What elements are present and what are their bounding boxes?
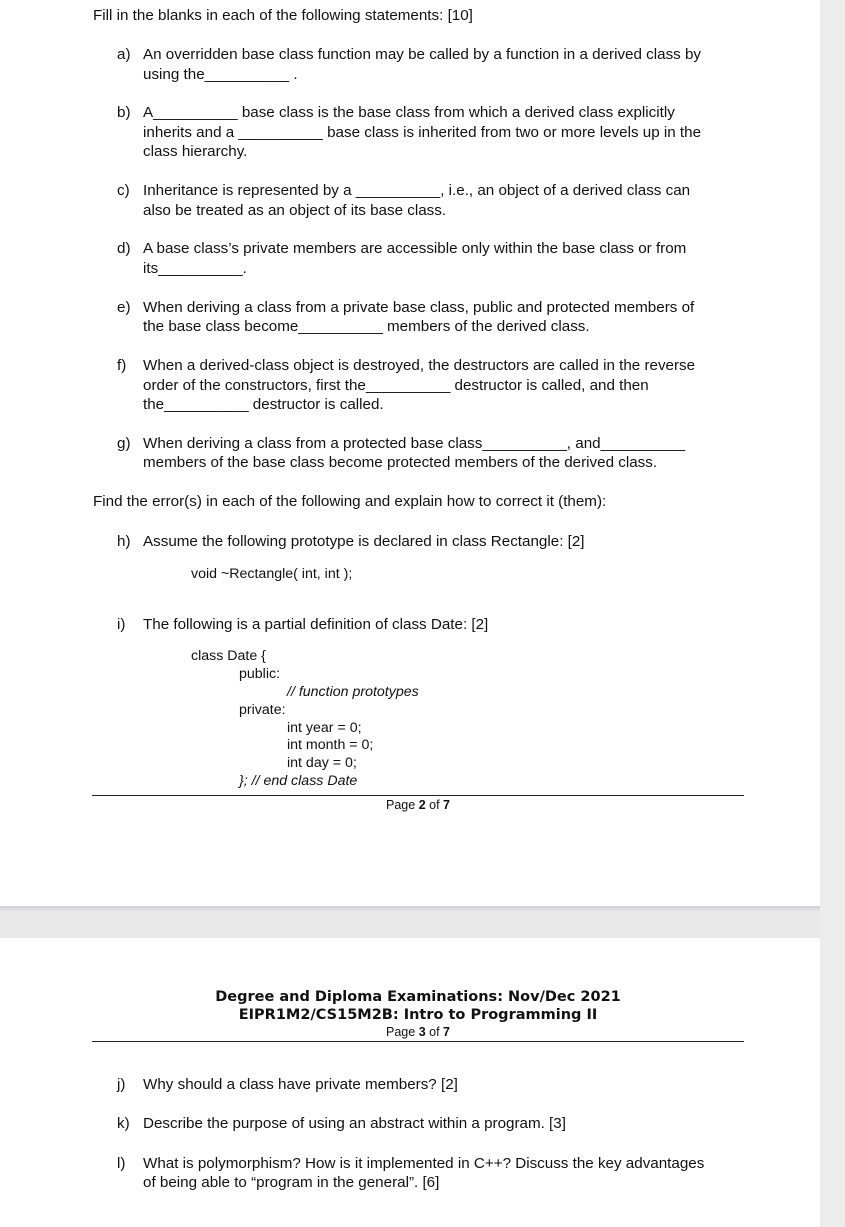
question-line: class hierarchy. bbox=[143, 143, 248, 160]
question-g bbox=[117, 434, 685, 454]
question-j bbox=[117, 1075, 458, 1095]
question-label: i) bbox=[117, 616, 126, 633]
question-label: k) bbox=[117, 1115, 130, 1132]
question-i bbox=[117, 615, 488, 635]
total-pages: 7 bbox=[443, 1025, 450, 1039]
question-a bbox=[117, 45, 701, 65]
question-line: A base class’s private members are accessible only within the base class or from bbox=[143, 240, 687, 257]
footer-total-pages: 7 bbox=[443, 798, 450, 812]
code-snippet-destructor: void ~Rectangle( int, int ); bbox=[191, 566, 353, 582]
question-line: A__________ base class is the base class from which a derived class explicitly bbox=[143, 104, 675, 121]
page-of: of bbox=[425, 1025, 444, 1039]
code-line: int month = 0; bbox=[287, 737, 374, 753]
question-label: a) bbox=[117, 46, 131, 63]
footer-divider bbox=[92, 795, 744, 796]
question-c bbox=[117, 181, 690, 201]
question-k bbox=[117, 1114, 566, 1134]
code-line bbox=[287, 683, 419, 701]
code-line bbox=[239, 772, 357, 790]
code-line: public: bbox=[239, 666, 281, 682]
header-divider bbox=[92, 1041, 744, 1042]
question-label: d) bbox=[117, 240, 131, 257]
code-line: private: bbox=[239, 702, 286, 718]
footer-current-page: 2 bbox=[418, 798, 426, 812]
question-d bbox=[117, 239, 686, 259]
question-label: h) bbox=[117, 533, 131, 550]
exam-header-title: Degree and Diploma Examinations: Nov/Dec 2021 bbox=[215, 989, 621, 1005]
page-number bbox=[92, 1025, 744, 1039]
question-line: When deriving a class from a private base class, public and protected members of bbox=[143, 299, 695, 316]
question-e bbox=[117, 298, 694, 318]
question-line: Assume the following prototype is declared in class Rectangle: [2] bbox=[143, 533, 585, 550]
section-heading-fill-blanks: Fill in the blanks in each of the following statements: [10] bbox=[93, 7, 473, 24]
question-b bbox=[117, 103, 675, 123]
question-h bbox=[117, 532, 585, 552]
question-label: e) bbox=[117, 299, 131, 316]
current-page: 3 bbox=[418, 1025, 426, 1039]
page-gap bbox=[0, 906, 820, 912]
page-footer bbox=[92, 798, 744, 812]
question-label: f) bbox=[117, 357, 127, 374]
question-line: Describe the purpose of using an abstract within a program. [3] bbox=[143, 1115, 566, 1132]
code-comment: // function prototypes bbox=[287, 684, 419, 700]
code-line: class Date { bbox=[191, 648, 266, 664]
question-line: Inheritance is represented by a __________, i.e., an object of a derived class can bbox=[143, 182, 691, 199]
question-line: its__________. bbox=[143, 260, 247, 277]
question-line: The following is a partial definition of class Date: [2] bbox=[143, 616, 489, 633]
code-line: int year = 0; bbox=[287, 720, 362, 736]
question-label: g) bbox=[117, 435, 131, 452]
question-line: also be treated as an object of its base class. bbox=[143, 202, 447, 219]
question-line: Why should a class have private members? [2] bbox=[143, 1076, 458, 1093]
question-line: order of the constructors, first the__________ destructor is called, and then bbox=[143, 377, 649, 394]
question-line: An overridden base class function may be called by a function in a derived class by bbox=[143, 46, 702, 63]
question-line: of being able to “program in the general”. [6] bbox=[143, 1174, 440, 1191]
question-label: c) bbox=[117, 182, 130, 199]
question-line: What is polymorphism? How is it implemented in C++? Discuss the key advantages bbox=[143, 1155, 705, 1172]
question-f bbox=[117, 356, 695, 376]
question-line: inherits and a __________ base class is inherited from two or more levels up in the bbox=[143, 124, 702, 141]
code-comment: }; // end class Date bbox=[239, 773, 358, 789]
question-label: b) bbox=[117, 104, 131, 121]
code-line: int day = 0; bbox=[287, 755, 357, 771]
question-line: When a derived-class object is destroyed, the destructors are called in the reverse bbox=[143, 357, 696, 374]
question-label: l) bbox=[117, 1155, 126, 1172]
footer-of: of bbox=[425, 798, 444, 812]
document-page-3 bbox=[0, 938, 820, 1227]
question-line: When deriving a class from a protected base class__________, and__________ bbox=[143, 435, 686, 452]
question-line: using the__________ . bbox=[143, 66, 298, 83]
question-label: j) bbox=[117, 1076, 126, 1093]
question-l bbox=[117, 1154, 704, 1174]
question-line: the base class become__________ members of the derived class. bbox=[143, 318, 590, 335]
section-heading-find-errors: Find the error(s) in each of the following and explain how to correct it (them): bbox=[93, 493, 607, 510]
page-prefix: Page bbox=[386, 1025, 419, 1039]
exam-header-course: EIPR1M2/CS15M2B: Intro to Programming II bbox=[238, 1007, 598, 1023]
question-line: the__________ destructor is called. bbox=[143, 396, 384, 413]
footer-prefix: Page bbox=[386, 798, 419, 812]
viewer-side-margin bbox=[820, 0, 845, 1227]
question-line: members of the base class become protected members of the derived class. bbox=[143, 454, 658, 471]
